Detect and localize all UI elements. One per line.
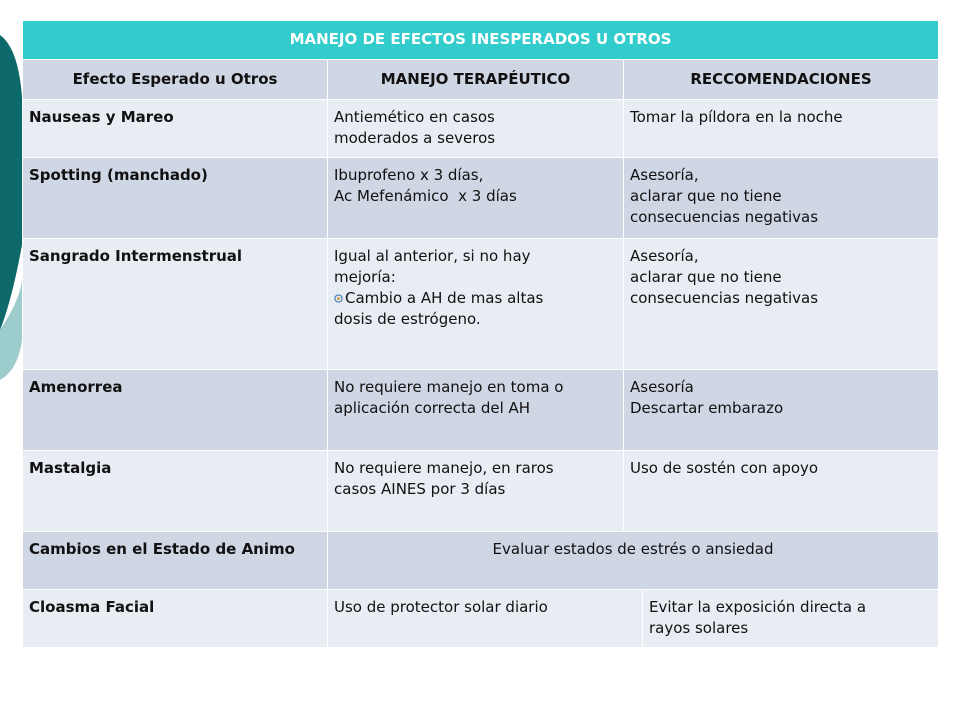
management-line: Uso de protector solar diario [334,597,548,616]
recommendation-cell [643,589,939,647]
management-line: No requiere manejo, en raros [334,458,554,477]
management-line: casos AINES por 3 días [334,479,506,498]
management-cell [328,99,624,157]
management-line: mejoría: [334,267,396,286]
management-line: Ac Mefenámico x 3 días [334,186,517,205]
management-line: No requiere manejo en toma o [334,377,564,396]
effect-cell: Spotting (manchado) [23,157,328,238]
management-bullet-line [334,288,617,309]
recommendation-line: aclarar que no tiene [630,267,782,286]
management-cell [328,450,624,531]
management-cell [328,238,624,369]
header-effect: Efecto Esperado u Otros [23,59,328,99]
recommendation-cell [624,99,939,157]
table-title: MANEJO DE EFECTOS INESPERADOS U OTROS [23,21,939,59]
management-line: Ibuprofeno x 3 días, [334,165,484,184]
table-row [23,531,939,589]
recommendation-line: Uso de sostén con apoyo [630,458,819,477]
table-row [23,99,939,157]
recommendation-line: aclarar que no tiene [630,186,782,205]
table-row [23,450,939,531]
management-line: Igual al anterior, si no hay [334,246,531,265]
table-row [23,238,939,369]
recommendation-line: consecuencias negativas [630,288,819,307]
management-line: dosis de estrógeno. [334,309,481,328]
management-line: moderados a severos [334,128,496,147]
table-row [23,369,939,450]
recommendation-line: Tomar la píldora en la noche [630,107,843,126]
recommendation-line: Asesoría, [630,246,699,265]
header-recommendations: RECCOMENDACIONES [624,59,939,99]
recommendation-line: rayos solares [649,618,749,637]
table-header-row [23,59,939,99]
management-line: Antiemético en casos [334,107,495,126]
recommendation-cell [624,450,939,531]
management-cell [328,369,624,450]
management-cell [328,589,643,647]
recommendation-line: Asesoría [630,377,694,396]
management-bullet-text: Cambio a AH de mas altas [345,288,544,307]
header-management: MANEJO TERAPÉUTICO [328,59,624,99]
management-line: aplicación correcta del AH [334,398,531,417]
effect-cell: Cambios en el Estado de Animo [23,531,328,589]
recommendation-cell [624,157,939,238]
effect-cell: Sangrado Intermenstrual [23,238,328,369]
recommendation-cell [624,369,939,450]
combined-cell: Evaluar estados de estrés o ansiedad [328,531,939,589]
recommendation-line: Evitar la exposición directa a [649,597,867,616]
recommendation-line: Descartar embarazo [630,398,784,417]
effect-cell: Cloasma Facial [23,589,328,647]
table-row [23,157,939,238]
effect-cell: Mastalgia [23,450,328,531]
bullet-icon [334,294,343,303]
effect-cell: Nauseas y Mareo [23,99,328,157]
effect-cell: Amenorrea [23,369,328,450]
recommendation-line: Asesoría, [630,165,699,184]
table-row [23,589,939,647]
recommendation-cell [624,238,939,369]
management-cell [328,157,624,238]
recommendation-line: consecuencias negativas [630,207,819,226]
effects-table [22,21,939,648]
table-title-row [23,21,939,59]
